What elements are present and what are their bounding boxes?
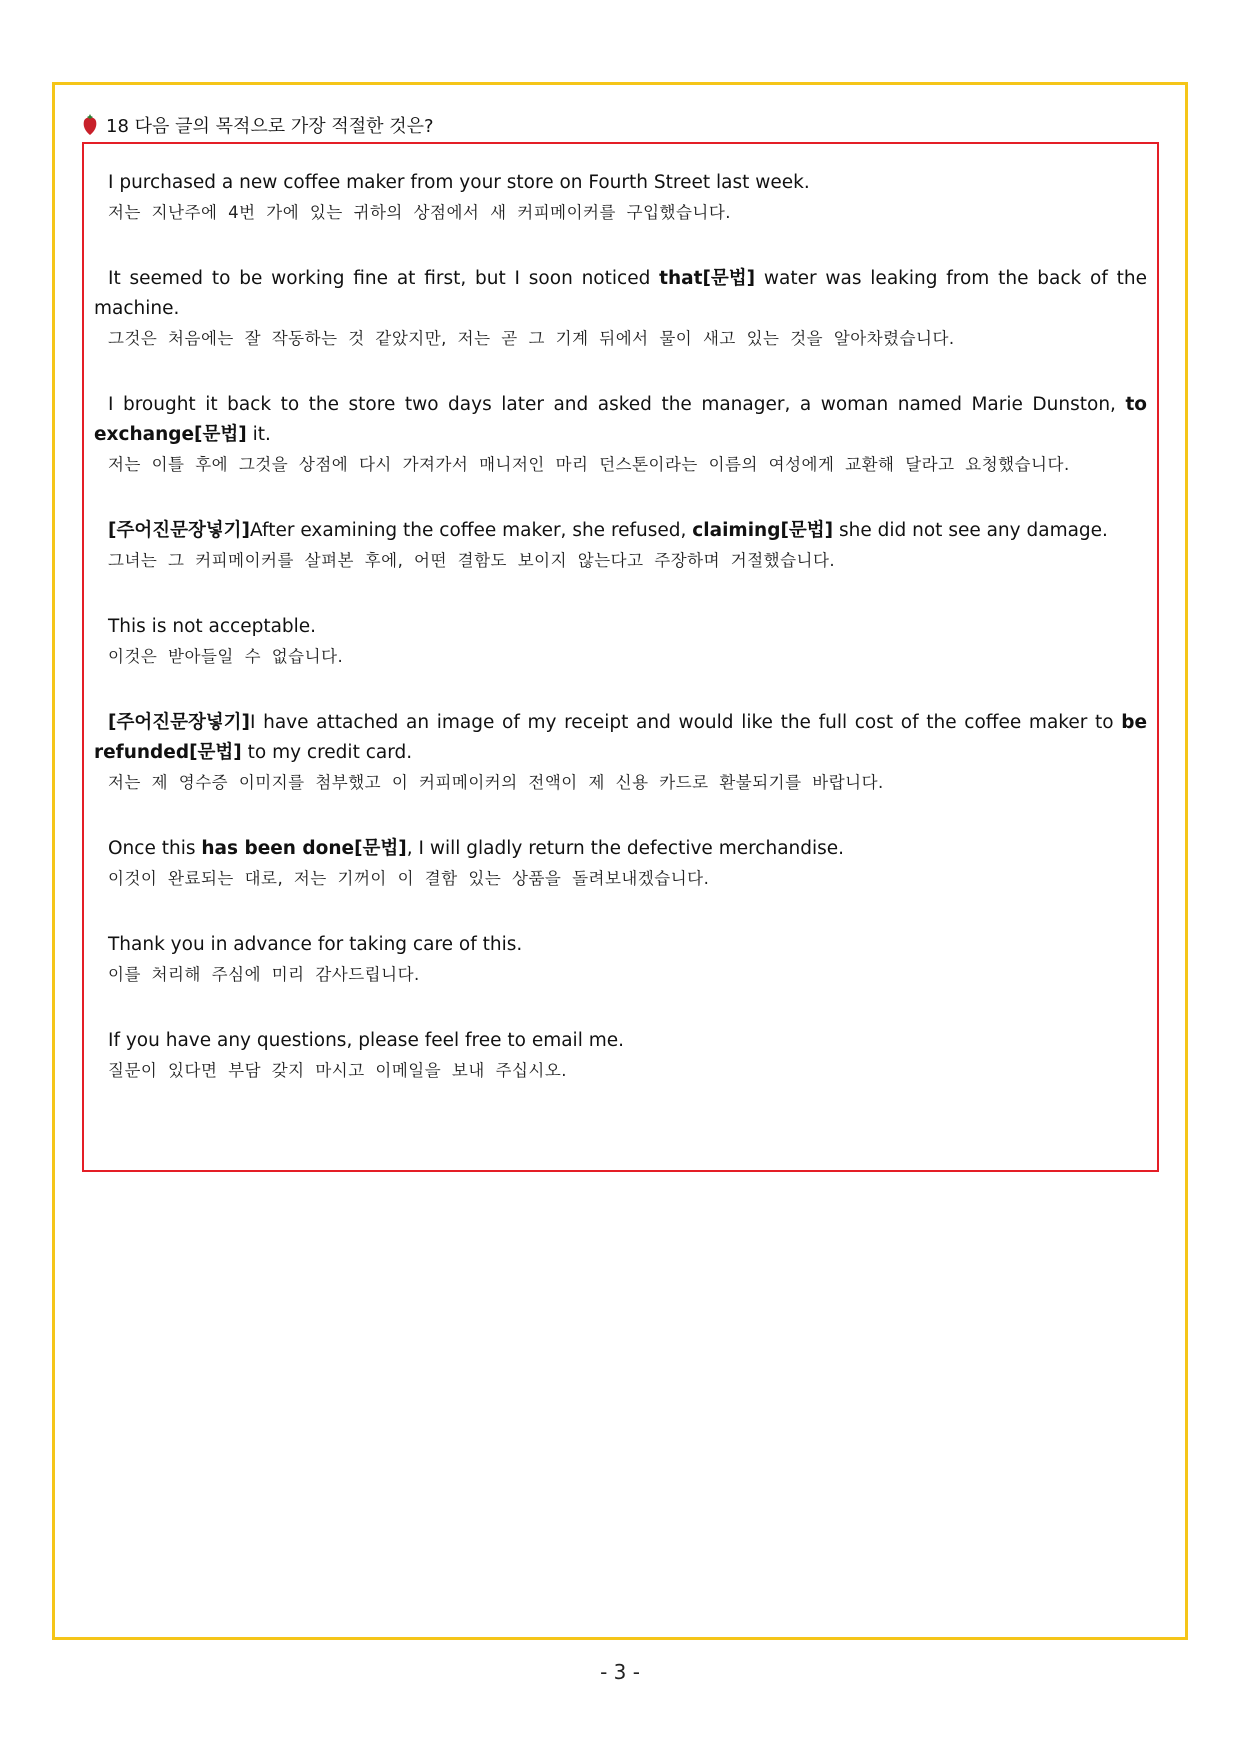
sentence-text: After examining the coffee maker, she refused, [250,520,693,541]
english-sentence [94,930,1147,960]
question-title: 18 다음 글의 목적으로 가장 적절한 것은? [106,116,434,137]
english-sentence [94,708,1147,768]
sentence-text: , I will gladly return the defective merchandise. [406,838,845,859]
grammar-mark: be refunded[문법] [94,712,1147,763]
english-sentence [94,168,1147,198]
strawberry-icon [82,114,98,136]
sentence-text: to my credit card. [241,742,413,763]
grammar-mark: has been done[문법] [201,838,407,859]
sentence-pair [94,612,1147,670]
english-sentence [94,390,1147,450]
english-sentence [94,612,1147,642]
sentence-text: she did not see any damage. [833,520,1108,541]
sentence-text: it. [246,424,271,445]
korean-translation: 그것은 처음에는 잘 작동하는 것 같았지만, 저는 곧 그 기계 뒤에서 물이 새고 있는 것을 알아차렸습니다. [108,329,955,348]
sentence-text: water was leaking from the back of the machine. [94,268,1147,319]
english-sentence [94,834,1147,864]
sentence-text: Thank you in advance for taking care of this. [108,934,523,955]
grammar-mark: [주어진문장넣기] [108,520,251,541]
sentence-pair [94,168,1147,226]
question-header [82,110,434,140]
grammar-mark: claiming[문법] [692,520,834,541]
page-number: - 3 - [600,1660,640,1684]
sentence-pair [94,264,1147,352]
korean-translation: 저는 지난주에 4번 가에 있는 귀하의 상점에서 새 커피메이커를 구입했습니다. [108,203,732,222]
korean-translation: 그녀는 그 커피메이커를 살펴본 후에, 어떤 결함도 보이지 않는다고 주장하며 거절했습니다. [108,551,836,570]
grammar-mark: that[문법] [659,268,756,289]
korean-translation: 저는 이틀 후에 그것을 상점에 다시 가져가서 매니저인 마리 던스톤이라는 이름의 여성에게 교환해 달라고 요청했습니다. [108,455,1070,474]
passage-box [82,142,1159,1172]
sentence-pair [94,930,1147,988]
sentence-pair [94,1026,1147,1084]
sentence-pair [94,516,1147,574]
sentence-text: If you have any questions, please feel free to email me. [108,1030,625,1051]
sentence-pair [94,390,1147,478]
korean-translation: 이를 처리해 주심에 미리 감사드립니다. [108,965,420,984]
english-sentence [94,264,1147,324]
sentence-text: This is not acceptable. [108,616,317,637]
grammar-mark: [주어진문장넣기] [108,712,251,733]
english-sentence [94,516,1147,546]
sentence-text: I have attached an image of my receipt and would like the full cost of the coffee maker to [250,712,1122,733]
korean-translation: 저는 제 영수증 이미지를 첨부했고 이 커피메이커의 전액이 제 신용 카드로 환불되기를 바랍니다. [108,773,884,792]
sentence-text: It seemed to be working fine at first, but I soon noticed [108,268,660,289]
korean-translation: 이것이 완료되는 대로, 저는 기꺼이 이 결함 있는 상품을 돌려보내겠습니다. [108,869,710,888]
english-sentence [94,1026,1147,1056]
sentence-text: I brought it back to the store two days later and asked the manager, a woman named Marie Dunston, [108,394,1126,415]
grammar-mark: to exchange[문법] [94,394,1147,445]
korean-translation: 이것은 받아들일 수 없습니다. [108,647,344,666]
sentence-text: Once this [108,838,202,859]
sentence-pair [94,708,1147,796]
sentence-text: I purchased a new coffee maker from your store on Fourth Street last week. [108,172,810,193]
korean-translation: 질문이 있다면 부담 갖지 마시고 이메일을 보내 주십시오. [108,1061,568,1080]
sentence-pair [94,834,1147,892]
